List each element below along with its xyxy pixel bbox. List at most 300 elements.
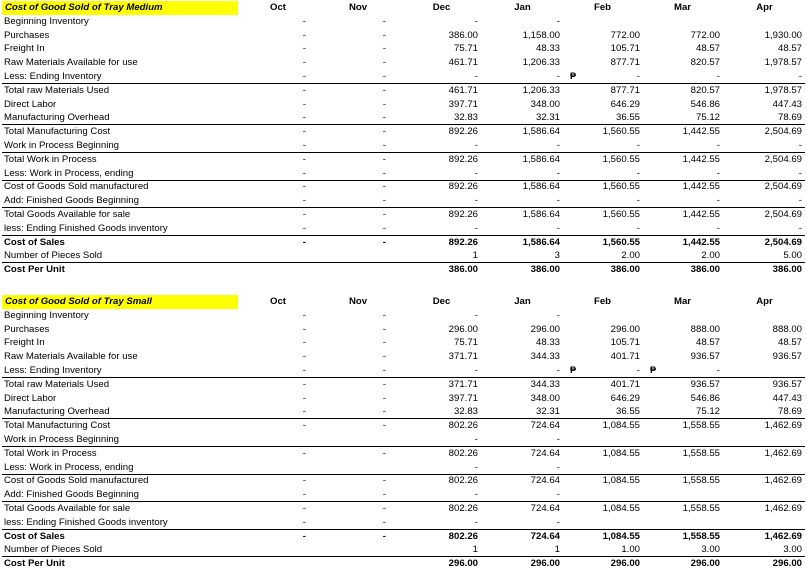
value-cell-nov[interactable]: -	[382, 84, 386, 96]
row-label[interactable]: Raw Materials Available for use	[4, 351, 138, 363]
value-cell-dec[interactable]: 386.00	[448, 29, 478, 41]
value-cell-apr[interactable]: 2,504.69	[764, 181, 802, 193]
value-cell-apr[interactable]: -	[798, 139, 802, 151]
row-label[interactable]: Total Work in Process	[4, 447, 97, 459]
value-cell-dec[interactable]: -	[474, 364, 478, 376]
value-cell-mar[interactable]	[645, 15, 720, 29]
row-label[interactable]: Cost of Goods Sold manufactured	[4, 181, 149, 193]
row-label[interactable]: Work in Process Beginning	[4, 139, 120, 151]
value-cell-jan[interactable]: -	[556, 461, 560, 473]
value-cell-nov[interactable]: -	[382, 530, 386, 542]
row-label[interactable]: Freight In	[4, 43, 45, 55]
value-cell-oct[interactable]: -	[302, 378, 306, 390]
value-cell-jan[interactable]: 348.00	[530, 98, 560, 110]
value-cell-dec[interactable]: 32.83	[453, 406, 478, 418]
value-cell-dec[interactable]: 32.83	[453, 112, 478, 124]
value-cell-nov[interactable]	[330, 543, 386, 557]
value-cell-jan[interactable]: 296.00	[530, 558, 560, 570]
value-cell-apr[interactable]	[727, 488, 802, 502]
value-cell-mar[interactable]: 48.57	[695, 337, 720, 349]
value-cell-jan[interactable]: 1,206.33	[522, 57, 560, 69]
col-header-apr[interactable]: Apr	[756, 296, 773, 307]
value-cell-nov[interactable]: -	[382, 323, 386, 335]
row-label[interactable]: Add: Finished Goods Beginning	[4, 195, 139, 207]
value-cell-apr[interactable]: 936.57	[772, 378, 802, 390]
value-cell-nov[interactable]: -	[382, 516, 386, 528]
value-cell-feb[interactable]: 1,084.55	[602, 502, 640, 514]
row-label[interactable]: Total Work in Process	[4, 153, 97, 165]
value-cell-apr[interactable]: 2,504.69	[764, 126, 802, 138]
value-cell-feb[interactable]: 1,560.55	[602, 208, 640, 220]
value-cell-oct[interactable]: -	[302, 70, 306, 82]
value-cell-feb[interactable]: 772.00	[610, 29, 640, 41]
row-label[interactable]: Purchases	[4, 323, 50, 335]
value-cell-dec[interactable]: 371.71	[448, 351, 478, 363]
row-label[interactable]: Cost of Goods Sold manufactured	[4, 475, 149, 487]
value-cell-apr[interactable]: 1,462.69	[764, 420, 802, 432]
value-cell-oct[interactable]: -	[302, 530, 306, 542]
value-cell-nov[interactable]: -	[382, 57, 386, 69]
value-cell-oct[interactable]	[250, 543, 306, 557]
value-cell-apr[interactable]: 936.57	[772, 351, 802, 363]
value-cell-dec[interactable]: 386.00	[448, 264, 478, 276]
value-cell-feb[interactable]: 36.55	[615, 406, 640, 418]
value-cell-apr[interactable]	[727, 309, 802, 323]
value-cell-nov[interactable]: -	[382, 98, 386, 110]
value-cell-feb[interactable]: 296.00	[610, 323, 640, 335]
col-header-jan[interactable]: Jan	[514, 2, 531, 13]
value-cell-dec[interactable]: -	[474, 433, 478, 445]
value-cell-feb[interactable]	[565, 433, 640, 447]
value-cell-mar[interactable]: 3.00	[701, 544, 720, 556]
value-cell-oct[interactable]: -	[302, 98, 306, 110]
value-cell-apr[interactable]: 1,978.57	[764, 57, 802, 69]
value-cell-dec[interactable]: 371.71	[448, 378, 478, 390]
value-cell-oct[interactable]: -	[302, 475, 306, 487]
value-cell-dec[interactable]: -	[474, 167, 478, 179]
value-cell-nov[interactable]: -	[382, 420, 386, 432]
value-cell-feb[interactable]: 877.71	[610, 57, 640, 69]
value-cell-oct[interactable]: -	[302, 181, 306, 193]
row-label[interactable]: Beginning Inventory	[4, 309, 89, 321]
value-cell-mar[interactable]: 936.57	[690, 351, 720, 363]
value-cell-mar[interactable]: 1,442.55	[682, 236, 720, 248]
value-cell-mar[interactable]: 546.86	[690, 392, 720, 404]
value-cell-jan[interactable]: -	[556, 516, 560, 528]
value-cell-dec[interactable]: 892.26	[448, 153, 478, 165]
value-cell-feb[interactable]: -	[636, 222, 640, 234]
value-cell-nov[interactable]: -	[382, 351, 386, 363]
value-cell-nov[interactable]: -	[382, 195, 386, 207]
value-cell-nov[interactable]: -	[382, 236, 386, 248]
value-cell-oct[interactable]: -	[302, 195, 306, 207]
value-cell-jan[interactable]: -	[556, 195, 560, 207]
value-cell-apr[interactable]: 296.00	[772, 558, 802, 570]
value-cell-dec[interactable]: 802.26	[448, 447, 478, 459]
value-cell-apr[interactable]: -	[798, 70, 802, 82]
col-header-dec[interactable]: Dec	[432, 296, 451, 307]
value-cell-apr[interactable]: 1,462.69	[764, 475, 802, 487]
value-cell-jan[interactable]: -	[556, 433, 560, 445]
value-cell-feb[interactable]	[565, 461, 640, 475]
value-cell-jan[interactable]: -	[556, 167, 560, 179]
value-cell-apr[interactable]: -	[798, 222, 802, 234]
value-cell-jan[interactable]: -	[556, 489, 560, 501]
value-cell-dec[interactable]: -	[474, 70, 478, 82]
value-cell-oct[interactable]: -	[302, 351, 306, 363]
value-cell-feb[interactable]: 1,084.55	[602, 420, 640, 432]
value-cell-oct[interactable]: -	[302, 323, 306, 335]
value-cell-dec[interactable]: 461.71	[448, 84, 478, 96]
value-cell-nov[interactable]: -	[382, 406, 386, 418]
row-label[interactable]: Total Goods Available for sale	[4, 208, 131, 220]
value-cell-nov[interactable]: -	[382, 392, 386, 404]
value-cell-apr[interactable]: 1,462.69	[764, 502, 802, 514]
value-cell-feb[interactable]: 1.00	[621, 544, 640, 556]
value-cell-oct[interactable]: -	[302, 153, 306, 165]
value-cell-nov[interactable]	[330, 249, 386, 263]
value-cell-dec[interactable]: 802.26	[448, 475, 478, 487]
value-cell-feb[interactable]: 386.00	[610, 264, 640, 276]
value-cell-dec[interactable]: 397.71	[448, 392, 478, 404]
value-cell-oct[interactable]: -	[302, 57, 306, 69]
value-cell-feb[interactable]: 646.29	[610, 98, 640, 110]
value-cell-mar[interactable]: -	[716, 195, 720, 207]
value-cell-jan[interactable]: -	[556, 222, 560, 234]
value-cell-mar[interactable]: 2.00	[701, 250, 720, 262]
value-cell-mar[interactable]: 1,558.55	[682, 502, 720, 514]
row-label[interactable]: Total raw Materials Used	[4, 378, 110, 390]
value-cell-dec[interactable]: 75.71	[453, 337, 478, 349]
value-cell-mar[interactable]: 1,442.55	[682, 208, 720, 220]
value-cell-oct[interactable]: -	[302, 15, 306, 27]
value-cell-jan[interactable]: -	[556, 309, 560, 321]
value-cell-mar[interactable]: 888.00	[690, 323, 720, 335]
value-cell-nov[interactable]	[330, 263, 386, 277]
value-cell-nov[interactable]	[330, 433, 386, 447]
value-cell-dec[interactable]: -	[474, 139, 478, 151]
row-label[interactable]: Add: Finished Goods Beginning	[4, 489, 139, 501]
value-cell-feb[interactable]: 105.71	[610, 43, 640, 55]
col-header-mar[interactable]: Mar	[673, 296, 692, 307]
value-cell-nov[interactable]: -	[382, 222, 386, 234]
value-cell-mar[interactable]: -	[716, 70, 720, 82]
value-cell-nov[interactable]: -	[382, 112, 386, 124]
value-cell-mar[interactable]: 386.00	[690, 264, 720, 276]
value-cell-nov[interactable]: -	[382, 502, 386, 514]
value-cell-oct[interactable]	[250, 461, 306, 475]
value-cell-feb[interactable]: 401.71	[610, 378, 640, 390]
value-cell-jan[interactable]: 724.64	[530, 475, 560, 487]
value-cell-apr[interactable]: -	[798, 195, 802, 207]
value-cell-feb[interactable]: 646.29	[610, 392, 640, 404]
value-cell-nov[interactable]: -	[382, 378, 386, 390]
value-cell-jan[interactable]: 1,586.64	[522, 153, 560, 165]
value-cell-nov[interactable]: -	[382, 15, 386, 27]
value-cell-feb[interactable]: 1,560.55	[602, 153, 640, 165]
row-label[interactable]: Manufacturing Overhead	[4, 112, 110, 124]
value-cell-apr[interactable]: 1,978.57	[764, 84, 802, 96]
value-cell-feb[interactable]	[565, 15, 640, 29]
value-cell-nov[interactable]	[330, 461, 386, 475]
value-cell-jan[interactable]: 724.64	[530, 447, 560, 459]
value-cell-apr[interactable]: 5.00	[783, 250, 802, 262]
value-cell-oct[interactable]: -	[302, 337, 306, 349]
value-cell-mar[interactable]: 75.12	[695, 406, 720, 418]
value-cell-jan[interactable]: -	[556, 70, 560, 82]
value-cell-oct[interactable]: -	[302, 309, 306, 321]
value-cell-feb[interactable]: 105.71	[610, 337, 640, 349]
value-cell-jan[interactable]: 724.64	[530, 420, 560, 432]
value-cell-feb[interactable]: 36.55	[615, 112, 640, 124]
value-cell-apr[interactable]: 78.69	[777, 406, 802, 418]
value-cell-mar[interactable]: -	[716, 364, 720, 376]
value-cell-nov[interactable]: -	[382, 181, 386, 193]
row-label[interactable]: Purchases	[4, 29, 50, 41]
col-header-nov[interactable]: Nov	[348, 296, 368, 307]
value-cell-jan[interactable]: 1,158.00	[522, 29, 560, 41]
value-cell-oct[interactable]: -	[302, 167, 306, 179]
row-label[interactable]: Manufacturing Overhead	[4, 406, 110, 418]
value-cell-dec[interactable]: 1	[472, 250, 478, 262]
value-cell-dec[interactable]: -	[474, 15, 478, 27]
value-cell-feb[interactable]: 296.00	[610, 558, 640, 570]
value-cell-jan[interactable]: 1	[554, 544, 560, 556]
value-cell-feb[interactable]: 1,560.55	[602, 236, 640, 248]
value-cell-apr[interactable]	[727, 15, 802, 29]
value-cell-dec[interactable]: -	[474, 461, 478, 473]
value-cell-apr[interactable]: 1,462.69	[764, 447, 802, 459]
row-label[interactable]: Number of Pieces Sold	[4, 544, 103, 556]
value-cell-dec[interactable]: 892.26	[448, 126, 478, 138]
value-cell-apr[interactable]: 888.00	[772, 323, 802, 335]
col-header-nov[interactable]: Nov	[348, 2, 368, 13]
row-label[interactable]: Cost Per Unit	[4, 558, 65, 570]
row-label[interactable]: Total Manufacturing Cost	[4, 126, 111, 138]
col-header-dec[interactable]: Dec	[432, 2, 451, 13]
value-cell-nov[interactable]: -	[382, 208, 386, 220]
value-cell-oct[interactable]: -	[302, 502, 306, 514]
value-cell-jan[interactable]: -	[556, 364, 560, 376]
value-cell-feb[interactable]: 1,084.55	[602, 447, 640, 459]
col-header-mar[interactable]: Mar	[673, 2, 692, 13]
value-cell-mar[interactable]: 1,558.55	[682, 530, 720, 542]
value-cell-dec[interactable]: -	[474, 195, 478, 207]
value-cell-feb[interactable]	[565, 309, 640, 323]
value-cell-dec[interactable]: 296.00	[448, 323, 478, 335]
value-cell-apr[interactable]: 48.57	[777, 337, 802, 349]
row-label[interactable]: Cost of Sales	[4, 530, 65, 542]
row-label[interactable]: Freight In	[4, 337, 45, 349]
value-cell-oct[interactable]	[250, 557, 306, 571]
row-label[interactable]: Less: Work in Process, ending	[4, 461, 134, 473]
value-cell-jan[interactable]: 344.33	[530, 351, 560, 363]
value-cell-feb[interactable]	[565, 488, 640, 502]
value-cell-feb[interactable]: -	[636, 167, 640, 179]
value-cell-mar[interactable]: 1,442.55	[682, 126, 720, 138]
value-cell-dec[interactable]: -	[474, 489, 478, 501]
row-label[interactable]: Less: Ending Inventory	[4, 70, 102, 82]
value-cell-apr[interactable]: -	[798, 167, 802, 179]
value-cell-apr[interactable]: 1,462.69	[764, 530, 802, 542]
value-cell-feb[interactable]: 2.00	[621, 250, 640, 262]
value-cell-dec[interactable]: 75.71	[453, 43, 478, 55]
value-cell-jan[interactable]: 386.00	[530, 264, 560, 276]
value-cell-apr[interactable]: 447.43	[772, 392, 802, 404]
value-cell-oct[interactable]: -	[302, 126, 306, 138]
value-cell-mar[interactable]	[645, 461, 720, 475]
value-cell-mar[interactable]: 296.00	[690, 558, 720, 570]
value-cell-jan[interactable]: 3	[554, 250, 560, 262]
value-cell-apr[interactable]	[727, 516, 802, 530]
table-title[interactable]: Cost of Good Sold of Tray Medium	[2, 1, 238, 15]
value-cell-dec[interactable]: 892.26	[448, 236, 478, 248]
row-label[interactable]: Beginning Inventory	[4, 15, 89, 27]
value-cell-feb[interactable]: -	[636, 195, 640, 207]
value-cell-dec[interactable]: 397.71	[448, 98, 478, 110]
value-cell-feb[interactable]: 1,084.55	[602, 475, 640, 487]
value-cell-oct[interactable]: -	[302, 447, 306, 459]
value-cell-jan[interactable]: 1,206.33	[522, 84, 560, 96]
col-header-apr[interactable]: Apr	[756, 2, 773, 13]
value-cell-apr[interactable]: 78.69	[777, 112, 802, 124]
value-cell-jan[interactable]: 1,586.64	[522, 126, 560, 138]
value-cell-nov[interactable]: -	[382, 126, 386, 138]
value-cell-dec[interactable]: 802.26	[448, 502, 478, 514]
value-cell-apr[interactable]	[727, 461, 802, 475]
value-cell-dec[interactable]: 296.00	[448, 558, 478, 570]
value-cell-apr[interactable]: 2,504.69	[764, 236, 802, 248]
row-label[interactable]: Less: Work in Process, ending	[4, 167, 134, 179]
value-cell-jan[interactable]: 724.64	[530, 530, 560, 542]
value-cell-jan[interactable]: 348.00	[530, 392, 560, 404]
value-cell-feb[interactable]: 1,560.55	[602, 126, 640, 138]
value-cell-jan[interactable]: 344.33	[530, 378, 560, 390]
value-cell-nov[interactable]	[330, 557, 386, 571]
value-cell-dec[interactable]: -	[474, 309, 478, 321]
value-cell-oct[interactable]: -	[302, 222, 306, 234]
value-cell-jan[interactable]: -	[556, 15, 560, 27]
value-cell-nov[interactable]: -	[382, 167, 386, 179]
value-cell-mar[interactable]: 820.57	[690, 84, 720, 96]
value-cell-oct[interactable]: -	[302, 139, 306, 151]
value-cell-mar[interactable]: -	[716, 222, 720, 234]
value-cell-jan[interactable]: 1,586.64	[522, 181, 560, 193]
col-header-feb[interactable]: Feb	[593, 296, 612, 307]
value-cell-feb[interactable]: -	[636, 139, 640, 151]
row-label[interactable]: Less: Ending Inventory	[4, 364, 102, 376]
row-label[interactable]: Raw Materials Available for use	[4, 57, 138, 69]
col-header-feb[interactable]: Feb	[593, 2, 612, 13]
value-cell-dec[interactable]: 802.26	[448, 420, 478, 432]
value-cell-apr[interactable]	[727, 433, 802, 447]
value-cell-oct[interactable]: -	[302, 112, 306, 124]
value-cell-feb[interactable]	[565, 516, 640, 530]
value-cell-feb[interactable]: 1,084.55	[602, 530, 640, 542]
value-cell-mar[interactable]: 546.86	[690, 98, 720, 110]
value-cell-mar[interactable]	[645, 488, 720, 502]
value-cell-dec[interactable]: -	[474, 516, 478, 528]
value-cell-feb[interactable]: -	[636, 70, 640, 82]
value-cell-oct[interactable]: -	[302, 43, 306, 55]
value-cell-oct[interactable]: -	[302, 516, 306, 528]
value-cell-dec[interactable]: 802.26	[448, 530, 478, 542]
value-cell-mar[interactable]	[645, 433, 720, 447]
value-cell-apr[interactable]: 48.57	[777, 43, 802, 55]
value-cell-oct[interactable]: -	[302, 84, 306, 96]
value-cell-jan[interactable]: 296.00	[530, 323, 560, 335]
value-cell-jan[interactable]: 48.33	[535, 43, 560, 55]
value-cell-oct[interactable]: -	[302, 236, 306, 248]
row-label[interactable]: Cost Per Unit	[4, 264, 65, 276]
value-cell-mar[interactable]: 1,442.55	[682, 181, 720, 193]
value-cell-oct[interactable]: -	[302, 489, 306, 501]
value-cell-mar[interactable]: 1,558.55	[682, 420, 720, 432]
value-cell-feb[interactable]: 1,560.55	[602, 181, 640, 193]
value-cell-oct[interactable]: -	[302, 364, 306, 376]
value-cell-nov[interactable]: -	[382, 475, 386, 487]
value-cell-jan[interactable]: 32.31	[535, 406, 560, 418]
value-cell-mar[interactable]	[645, 309, 720, 323]
value-cell-dec[interactable]: 892.26	[448, 208, 478, 220]
row-label[interactable]: less: Ending Finished Goods inventory	[4, 516, 168, 528]
col-header-jan[interactable]: Jan	[514, 296, 531, 307]
value-cell-mar[interactable]: -	[716, 139, 720, 151]
value-cell-oct[interactable]	[250, 433, 306, 447]
value-cell-apr[interactable]: 1,930.00	[764, 29, 802, 41]
value-cell-oct[interactable]: -	[302, 406, 306, 418]
value-cell-nov[interactable]: -	[382, 309, 386, 321]
row-label[interactable]: Number of Pieces Sold	[4, 250, 103, 262]
row-label[interactable]: less: Ending Finished Goods inventory	[4, 222, 168, 234]
col-header-oct[interactable]: Oct	[270, 2, 286, 13]
value-cell-oct[interactable]: -	[302, 420, 306, 432]
value-cell-feb[interactable]: 401.71	[610, 351, 640, 363]
value-cell-nov[interactable]: -	[382, 364, 386, 376]
value-cell-nov[interactable]: -	[382, 337, 386, 349]
value-cell-oct[interactable]: -	[302, 29, 306, 41]
table-title[interactable]: Cost of Good Sold of Tray Small	[2, 295, 238, 309]
value-cell-mar[interactable]: 48.57	[695, 43, 720, 55]
value-cell-apr[interactable]: 447.43	[772, 98, 802, 110]
value-cell-mar[interactable]: 820.57	[690, 57, 720, 69]
value-cell-mar[interactable]: 1,558.55	[682, 475, 720, 487]
value-cell-apr[interactable]: 2,504.69	[764, 153, 802, 165]
value-cell-jan[interactable]: 32.31	[535, 112, 560, 124]
value-cell-jan[interactable]: 724.64	[530, 502, 560, 514]
value-cell-jan[interactable]: -	[556, 139, 560, 151]
value-cell-nov[interactable]: -	[382, 489, 386, 501]
row-label[interactable]: Total Manufacturing Cost	[4, 420, 111, 432]
row-label[interactable]: Total raw Materials Used	[4, 84, 110, 96]
value-cell-apr[interactable]: 386.00	[772, 264, 802, 276]
value-cell-feb[interactable]: -	[636, 364, 640, 376]
value-cell-jan[interactable]: 48.33	[535, 337, 560, 349]
value-cell-mar[interactable]	[645, 516, 720, 530]
value-cell-feb[interactable]: 877.71	[610, 84, 640, 96]
value-cell-nov[interactable]: -	[382, 153, 386, 165]
value-cell-dec[interactable]: 1	[472, 544, 478, 556]
value-cell-oct[interactable]	[250, 249, 306, 263]
value-cell-dec[interactable]: -	[474, 222, 478, 234]
row-label[interactable]: Total Goods Available for sale	[4, 502, 131, 514]
value-cell-nov[interactable]: -	[382, 70, 386, 82]
row-label[interactable]: Work in Process Beginning	[4, 433, 120, 445]
value-cell-nov[interactable]: -	[382, 43, 386, 55]
value-cell-nov[interactable]: -	[382, 29, 386, 41]
row-label[interactable]: Cost of Sales	[4, 236, 65, 248]
value-cell-mar[interactable]: 1,558.55	[682, 447, 720, 459]
